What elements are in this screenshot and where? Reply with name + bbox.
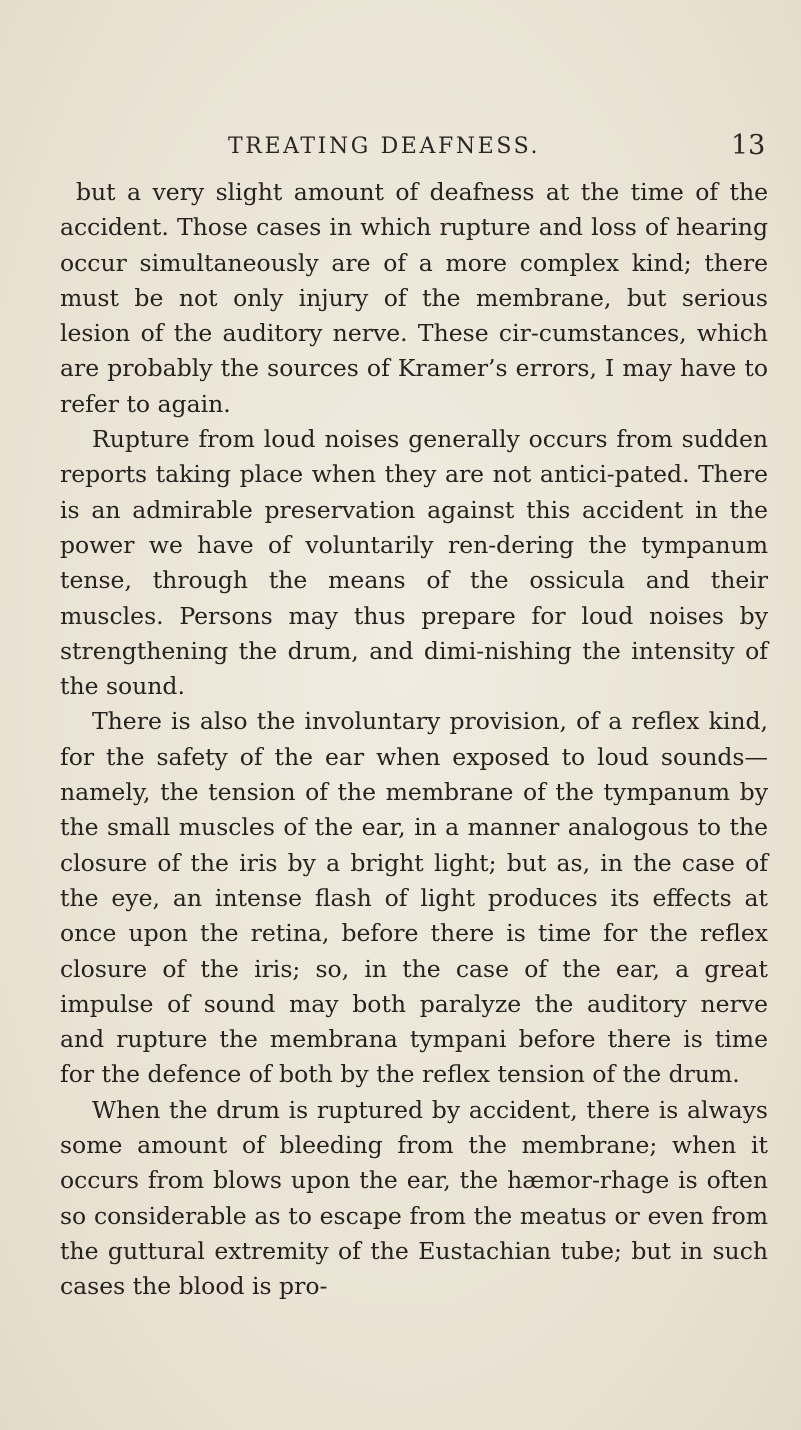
page-number: 13 <box>731 130 766 161</box>
paragraph-1: but a very slight amount of deafness at the time of the accident. Those cases in which rupture and loss of hearing occur simultaneously are of a more complex kind; there must be not only injury of the membrane, but serious lesion of the auditory nerve. These cir-cumstances, which are probably the sources of Kramer’s errors, I may have to refer to again. <box>60 178 768 418</box>
page-header <box>0 130 801 166</box>
paragraph-2: Rupture from loud noises generally occurs from sudden reports taking place when they are not antici-pated. There is an admirable preservation against this accident in the power we have of voluntarily ren-dering the tympanum tense, through the means of the ossicula and their muscles. Persons may thus prepare for loud noises by strengthening the drum, and dimi-nishing the intensity of the sound. <box>60 425 768 701</box>
body-text <box>60 175 768 1305</box>
paragraph-4: When the drum is ruptured by accident, there is always some amount of bleeding from the membrane; when it occurs from blows upon the ear, the hæmor-rhage is often so considerable as to escape from the meatus or even from the guttural extremity of the Eustachian tube; but in such cases the blood is pro- <box>60 1095 768 1301</box>
running-head: TREATING DEAFNESS. <box>228 134 541 159</box>
paragraph-3: There is also the involuntary provision, of a reflex kind, for the safety of the ear when exposed to loud sounds—namely, the tension of the membrane of the tympanum by the small muscles of the ear, in a manner analogous to the closure of the iris by a bright light; but as, in the case of the eye, an intense flash of light produces its effects at once upon the retina, before there is time for the reflex closure of the iris; so, in the case of the ear, a great impulse of sound may both paralyze the auditory nerve and rupture the membrana tympani before there is time for the defence of both by the reflex tension of the drum. <box>60 707 768 1089</box>
